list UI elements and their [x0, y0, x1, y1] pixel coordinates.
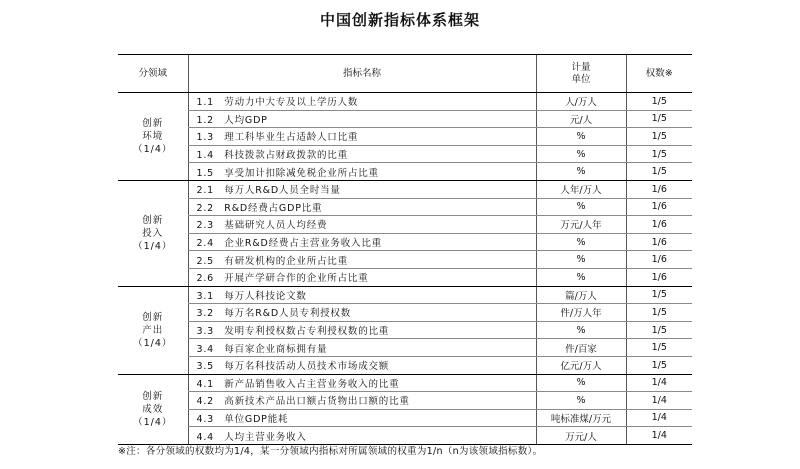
table-row: [118, 93, 692, 111]
indicator-framework-table: [118, 54, 692, 445]
table-row: [118, 163, 692, 181]
indicator-cell: 4.1 新产品销售收入占主营业务收入的比重: [188, 374, 536, 392]
header-domain: 分领域: [118, 55, 188, 93]
unit-cell: 亿元/万人: [536, 356, 626, 374]
weight-cell: 1/5: [626, 128, 692, 146]
table-row: [118, 198, 692, 216]
weight-cell: 1/4: [626, 392, 692, 410]
header-unit: 计量 单位: [536, 55, 626, 93]
indicator-cell: 2.4 企业R&D经费占主营业务收入比重: [188, 233, 536, 251]
indicator-cell: 2.6 开展产学研合作的企业所占比重: [188, 268, 536, 286]
indicator-cell: 1.4 科技拨款占财政拨款的比重: [188, 145, 536, 163]
weight-cell: 1/6: [626, 216, 692, 234]
indicator-cell: 1.2 人均GDP: [188, 110, 536, 128]
table-row: [118, 286, 692, 304]
domain-cell: 创新 投入 （1/4）: [118, 180, 188, 286]
weight-cell: 1/5: [626, 321, 692, 339]
weight-cell: 1/4: [626, 374, 692, 392]
table-row: [118, 409, 692, 427]
unit-cell: %: [536, 128, 626, 146]
table-row: [118, 110, 692, 128]
header-weight: 权数※: [626, 55, 692, 93]
unit-cell: %: [536, 251, 626, 269]
unit-cell: 件/万人年: [536, 304, 626, 322]
indicator-cell: 4.4 人均主营业务收入: [188, 427, 536, 445]
unit-cell: %: [536, 145, 626, 163]
unit-cell: 万元/人: [536, 427, 626, 445]
weight-cell: 1/5: [626, 339, 692, 357]
unit-cell: 人年/万人: [536, 180, 626, 198]
table-row: [118, 339, 692, 357]
weight-cell: 1/6: [626, 180, 692, 198]
table-row: [118, 145, 692, 163]
table-row: [118, 321, 692, 339]
table-body: [118, 93, 692, 445]
unit-cell: 篇/万人: [536, 286, 626, 304]
table-row: [118, 216, 692, 234]
unit-cell: 件/百家: [536, 339, 626, 357]
weight-cell: 1/5: [626, 356, 692, 374]
domain-cell: 创新 产出 （1/4）: [118, 286, 188, 374]
indicator-cell: 1.5 享受加计扣除减免税企业所占比重: [188, 163, 536, 181]
weight-cell: 1/5: [626, 93, 692, 111]
table-row: [118, 304, 692, 322]
unit-cell: %: [536, 321, 626, 339]
indicator-cell: 1.1 劳动力中大专及以上学历人数: [188, 93, 536, 111]
unit-cell: 元/人: [536, 110, 626, 128]
indicator-cell: 3.4 每百家企业商标拥有量: [188, 339, 536, 357]
unit-cell: %: [536, 163, 626, 181]
unit-cell: 人/万人: [536, 93, 626, 111]
weight-cell: 1/5: [626, 163, 692, 181]
indicator-cell: 2.1 每万人R&D人员全时当量: [188, 180, 536, 198]
weight-cell: 1/6: [626, 268, 692, 286]
weight-cell: 1/5: [626, 286, 692, 304]
table-row: [118, 268, 692, 286]
indicator-cell: 2.3 基础研究人员人均经费: [188, 216, 536, 234]
table-row: [118, 356, 692, 374]
domain-cell: 创新 成效 （1/4）: [118, 374, 188, 444]
weight-cell: 1/6: [626, 251, 692, 269]
page-title: 中国创新指标体系框架: [319, 11, 480, 29]
unit-cell: 吨标准煤/万元: [536, 409, 626, 427]
unit-cell: 万元/人年: [536, 216, 626, 234]
table-header-row: [118, 55, 692, 93]
weight-cell: 1/5: [626, 145, 692, 163]
indicator-cell: 3.1 每万人科技论文数: [188, 286, 536, 304]
weight-cell: 1/5: [626, 304, 692, 322]
weight-cell: 1/6: [626, 233, 692, 251]
indicator-cell: 4.2 高新技术产品出口额占货物出口额的比重: [188, 392, 536, 410]
table-row: [118, 251, 692, 269]
unit-cell: %: [536, 198, 626, 216]
header-indicator: 指标名称: [188, 55, 536, 93]
indicator-cell: 3.2 每万名R&D人员专利授权数: [188, 304, 536, 322]
domain-cell: 创新 环境 （1/4）: [118, 93, 188, 181]
weight-cell: 1/4: [626, 409, 692, 427]
table-row: [118, 374, 692, 392]
weight-cell: 1/6: [626, 198, 692, 216]
indicator-cell: 1.3 理工科毕业生占适龄人口比重: [188, 128, 536, 146]
unit-cell: %: [536, 392, 626, 410]
indicator-cell: 3.5 每万名科技活动人员技术市场成交额: [188, 356, 536, 374]
unit-cell: %: [536, 233, 626, 251]
unit-cell: %: [536, 374, 626, 392]
table-row: [118, 180, 692, 198]
indicator-cell: 4.3 单位GDP能耗: [188, 409, 536, 427]
table-row: [118, 427, 692, 445]
footnote: ※注：各分领域的权数均为1/4，某一分领域内指标对所属领域的权重为1/n（n为该领域指标数）。: [118, 446, 543, 457]
table-row: [118, 128, 692, 146]
indicator-cell: 3.3 发明专利授权数占专利授权数的比重: [188, 321, 536, 339]
unit-cell: %: [536, 268, 626, 286]
indicator-cell: 2.2 R&D经费占GDP比重: [188, 198, 536, 216]
weight-cell: 1/4: [626, 427, 692, 445]
indicator-cell: 2.5 有研发机构的企业所占比重: [188, 251, 536, 269]
table-row: [118, 233, 692, 251]
table-row: [118, 392, 692, 410]
weight-cell: 1/5: [626, 110, 692, 128]
